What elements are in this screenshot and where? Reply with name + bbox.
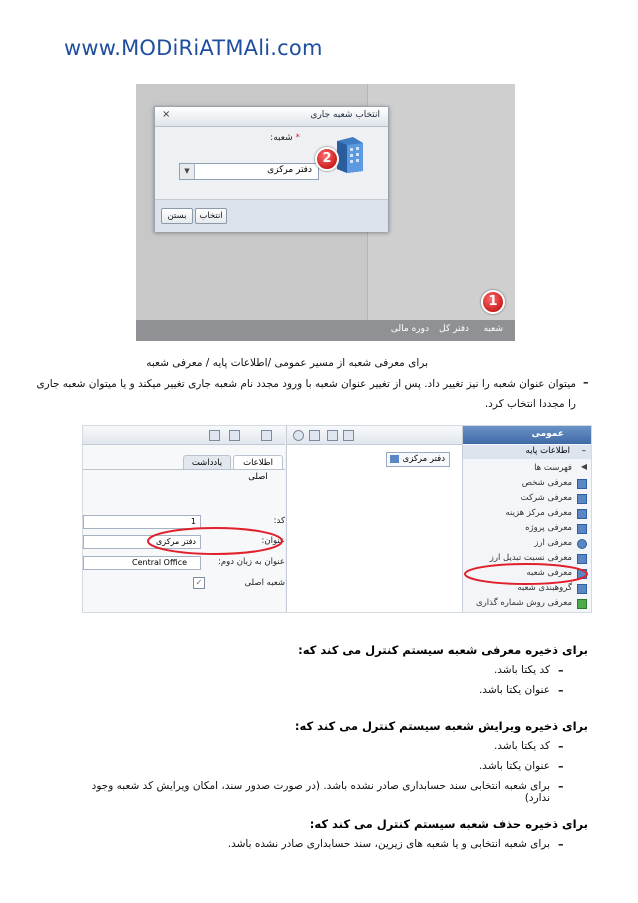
sidebar-item-label: معرفی نسبت تبدیل ارز <box>489 553 572 563</box>
section-dash: – <box>581 446 586 456</box>
form-icon <box>577 479 587 489</box>
form-icon <box>577 509 587 519</box>
branch-combobox[interactable] <box>179 163 319 180</box>
bullet-mark: – <box>558 664 564 677</box>
delete-heading: برای ذخیره حذف شعبه سیستم کنترل می کند که: <box>309 817 588 831</box>
bullet-mark: – <box>558 838 564 851</box>
select-branch-dialog <box>154 106 389 232</box>
refresh-icon[interactable] <box>309 430 320 441</box>
currency-icon <box>577 539 587 549</box>
site-url[interactable]: www.MODiRiATMAli.com <box>64 36 323 60</box>
sidebar-item-cost-center[interactable] <box>463 507 592 522</box>
second-language-title-field[interactable] <box>83 556 201 570</box>
edit-item-1: کد یکتا باشد. <box>493 740 550 752</box>
highlight-ellipse <box>463 562 592 586</box>
bullet-mark: – <box>558 684 564 697</box>
tree-node-head-office[interactable] <box>386 452 450 467</box>
new-icon[interactable] <box>343 430 354 441</box>
sidebar-header-label: عمومی <box>531 429 564 439</box>
sidebar-item-label: معرفی شرکت <box>520 493 572 503</box>
save-heading: برای ذخیره معرفی شعبه سیستم کنترل می کند که: <box>298 643 588 657</box>
code-value: 1 <box>190 517 196 526</box>
sidebar-item-label: معرفی روش شماره گذاری <box>476 598 572 608</box>
status-bar-branch[interactable]: شعبه <box>483 324 503 334</box>
save-icon[interactable] <box>261 430 272 441</box>
step-badge-1: 1 <box>481 290 505 314</box>
background-panel <box>367 84 515 320</box>
required-mark: * <box>295 133 300 143</box>
tree-node-label: دفتر مرکزی <box>402 454 445 464</box>
tab-divider <box>83 469 285 470</box>
branch-label <box>270 133 300 143</box>
sidebar-item-label: معرفی شعبه <box>526 568 572 578</box>
second-language-title-label: عنوان به زبان دوم: <box>218 557 285 567</box>
second-language-title-value: Central Office <box>132 558 188 567</box>
status-bar-fiscal-period[interactable]: دوره مالی <box>390 324 429 334</box>
tree-toolbar <box>287 426 462 445</box>
form-toolbar <box>83 426 285 445</box>
form-panel <box>83 426 285 612</box>
status-bar-ledger[interactable]: دفتر کل <box>439 324 469 334</box>
bullet-mark: – <box>558 780 564 793</box>
sidebar <box>462 426 592 612</box>
sidebar-item-numbering[interactable] <box>463 597 592 612</box>
tab-main-info[interactable]: اطلاعات اصلی <box>233 455 283 470</box>
tree-node-icon <box>390 455 399 463</box>
sidebar-item-company[interactable] <box>463 492 592 507</box>
select-button[interactable]: انتخاب <box>195 208 227 224</box>
paragraph-line-2: را مجددا انتخاب کرد. <box>484 398 576 410</box>
help-icon[interactable] <box>293 430 304 441</box>
delete-item-1: برای شعبه انتخابی و یا شعبه های زیرین، سند حسابداری صادر نشده باشد. <box>227 838 550 850</box>
title-value: دفتر مرکزی <box>156 537 196 546</box>
sidebar-item-person[interactable] <box>463 477 592 492</box>
sidebar-item-lists[interactable]: ◀ فهرست ها <box>534 462 587 473</box>
path-line: برای معرفی شعبه از مسیر عمومی /اطلاعات پایه / معرفی شعبه <box>146 357 428 369</box>
main-branch-label: شعبه اصلی <box>244 578 285 588</box>
bullet-mark: – <box>558 760 564 773</box>
form-icon <box>577 524 587 534</box>
code-label: کد: <box>273 516 285 526</box>
save-item-2: عنوان یکتا باشد. <box>478 684 550 696</box>
title-label: عنوان: <box>261 536 285 546</box>
delete-icon[interactable] <box>327 430 338 441</box>
tree-panel <box>286 426 462 612</box>
branch-form-screenshot <box>82 425 592 613</box>
sidebar-item-label: فهرست ها <box>534 463 572 473</box>
edit-item-3: برای شعبه انتخابی سند حسابداری صادر نشده باشد. (در صورت صدور سند، امکان ویرایش کد شعبه وجود ندارد) <box>91 780 550 804</box>
sidebar-item-currency[interactable] <box>463 537 592 552</box>
branch-combobox-value: دفتر مرکزی <box>267 165 312 175</box>
main-branch-checkbox[interactable]: ✓ <box>193 577 205 589</box>
sidebar-section[interactable] <box>463 445 592 459</box>
form-icon <box>577 494 587 504</box>
edit-heading: برای ذخیره ویرایش شعبه سیستم کنترل می کند که: <box>294 719 588 733</box>
paragraph-line-1: میتوان عنوان شعبه را نیز تغییر داد. پس از تغییر عنوان شعبه با ورود مجدد نام شعبه جاری تغییر میکند و یا میتوان شعبه جاری <box>36 378 576 390</box>
status-bar <box>136 320 515 341</box>
dropdown-icon[interactable] <box>209 430 220 441</box>
dialog-title: انتخاب شعبه جاری <box>310 110 380 120</box>
highlight-ellipse <box>145 525 285 557</box>
sidebar-item-label: معرفی مرکز هزینه <box>505 508 572 518</box>
step-badge-2: 2 <box>315 147 339 171</box>
bullet-mark: – <box>583 376 589 389</box>
close-button[interactable]: بستن <box>161 208 193 224</box>
edit-item-2: عنوان یکتا باشد. <box>478 760 550 772</box>
close-icon[interactable]: × <box>162 109 171 120</box>
sidebar-item-project[interactable] <box>463 522 592 537</box>
branch-select-screenshot <box>136 84 515 341</box>
sidebar-section-label: اطلاعات پایه <box>525 446 570 456</box>
save-item-1: کد یکتا باشد. <box>493 664 550 676</box>
tab-notes[interactable]: یادداشت <box>183 455 231 470</box>
dialog-titlebar <box>155 107 388 127</box>
chevron-down-icon[interactable]: ▼ <box>180 164 195 179</box>
branch-label-text: شعبه: <box>270 133 293 143</box>
print-icon[interactable] <box>229 430 240 441</box>
bullet-mark: – <box>558 740 564 753</box>
sidebar-item-label: معرفی ارز <box>534 538 572 548</box>
sidebar-item-label: معرفی پروژه <box>525 523 572 533</box>
sidebar-item-label: معرفی شخص <box>521 478 572 488</box>
sidebar-item-label: گروهبندی شعبه <box>517 583 572 593</box>
sidebar-header[interactable] <box>463 426 592 444</box>
numbering-icon <box>577 599 587 609</box>
